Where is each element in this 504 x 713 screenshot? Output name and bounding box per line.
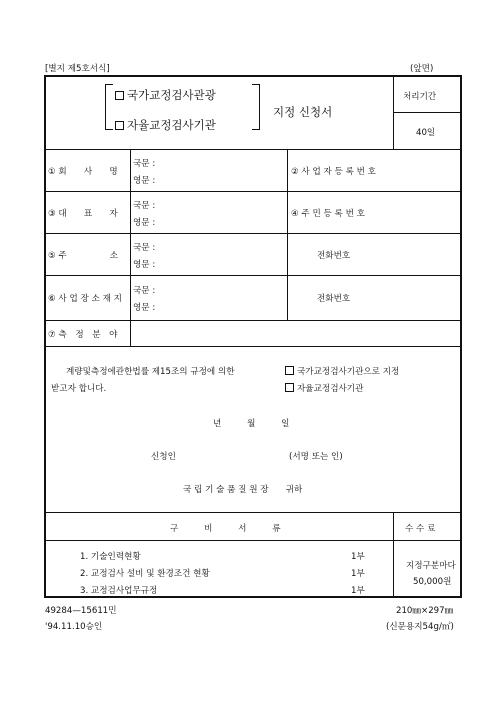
form-code: 49284—15611민 — [45, 606, 117, 616]
option-national-label: 국가교정검사관광 — [127, 88, 216, 102]
left-bracket — [105, 84, 113, 130]
recipient-label: 국 립 기 술 품 질 원 장 귀하 — [183, 485, 303, 495]
paper-size: 210㎜×297㎜ — [396, 606, 454, 616]
applicant-label: 신청인 — [151, 452, 176, 462]
checkbox-icon[interactable] — [285, 366, 294, 375]
form-title: 지정 신청서 — [273, 105, 333, 119]
document-item: 2. 교정검사 설비 및 환경조건 현황 — [80, 569, 210, 579]
fee-header: 수 수 료 — [405, 524, 436, 534]
application-date[interactable]: 년 월 일 — [213, 419, 290, 429]
designation-autonomous-checkbox[interactable] — [285, 382, 363, 394]
designation-autonomous-label: 자율교정검사기관 — [297, 384, 364, 394]
processing-period-value: 40일 — [416, 128, 436, 138]
company-name-label: ① 회 사 명 — [48, 167, 118, 177]
option-autonomous-label: 자율교정검사기관 — [127, 118, 216, 132]
checkbox-icon[interactable] — [115, 121, 124, 130]
business-registration-label: ② 사 업 자 등 록 번 호 — [291, 167, 376, 177]
measurement-field-label: ⑦ 측 정 분 야 — [48, 330, 118, 340]
fee-amount: 50,000원 — [413, 577, 452, 587]
representative-english-field[interactable]: 영문 : — [133, 218, 156, 228]
statement-line1: 계량및측정에관한법률 제15조의 규정에 의한 — [66, 367, 235, 377]
document-count: 1부 — [351, 586, 365, 596]
option-autonomous-checkbox[interactable] — [115, 117, 216, 133]
document-item: 1. 기술인력현황 — [80, 552, 141, 562]
checkbox-icon[interactable] — [285, 383, 294, 392]
designation-national-checkbox[interactable] — [285, 365, 399, 377]
approval-date: '94.11.10승인 — [45, 622, 103, 632]
address-label: ⑤ 주 소 — [48, 251, 119, 261]
business-location-english-field[interactable]: 영문 : — [133, 303, 156, 313]
business-location-phone-label: 전화번호 — [317, 294, 351, 304]
representative-label: ③ 대 표 자 — [48, 209, 118, 219]
required-documents-header: 구 비 서 류 — [170, 524, 281, 534]
designation-national-label: 국가교정검사기관으로 지정 — [297, 367, 400, 377]
business-location-korean-field[interactable]: 국문 : — [133, 286, 156, 296]
right-bracket — [252, 84, 260, 130]
processing-period-label: 처리기간 — [403, 92, 437, 102]
business-location-label: ⑥ 사 업 장 소 재 지 — [48, 294, 122, 304]
company-name-english-field[interactable]: 영문 : — [133, 176, 156, 186]
front-side-label: (앞면) — [410, 64, 434, 74]
statement-line2: 받고자 합니다. — [51, 384, 107, 394]
document-item: 3. 교정검사업무규정 — [80, 586, 158, 596]
document-count: 1부 — [351, 569, 365, 579]
company-name-korean-field[interactable]: 국문 : — [133, 159, 156, 169]
resident-registration-label: ④ 주 민 등 록 번 호 — [291, 209, 365, 219]
fee-description: 지정구분마다 — [406, 561, 456, 571]
paper-type: (신문용지54g/㎡) — [386, 622, 454, 632]
address-korean-field[interactable]: 국문 : — [133, 243, 156, 253]
checkbox-icon[interactable] — [115, 91, 124, 100]
document-count: 1부 — [351, 552, 365, 562]
representative-korean-field[interactable]: 국문 : — [133, 201, 156, 211]
address-english-field[interactable]: 영문 : — [133, 260, 156, 270]
form-number-label: [별지 제5호서식] — [45, 64, 110, 74]
signature-label: (서명 또는 인) — [289, 452, 343, 462]
measurement-field-input[interactable] — [133, 325, 453, 343]
option-national-checkbox[interactable] — [115, 87, 216, 103]
address-phone-label: 전화번호 — [317, 251, 351, 261]
